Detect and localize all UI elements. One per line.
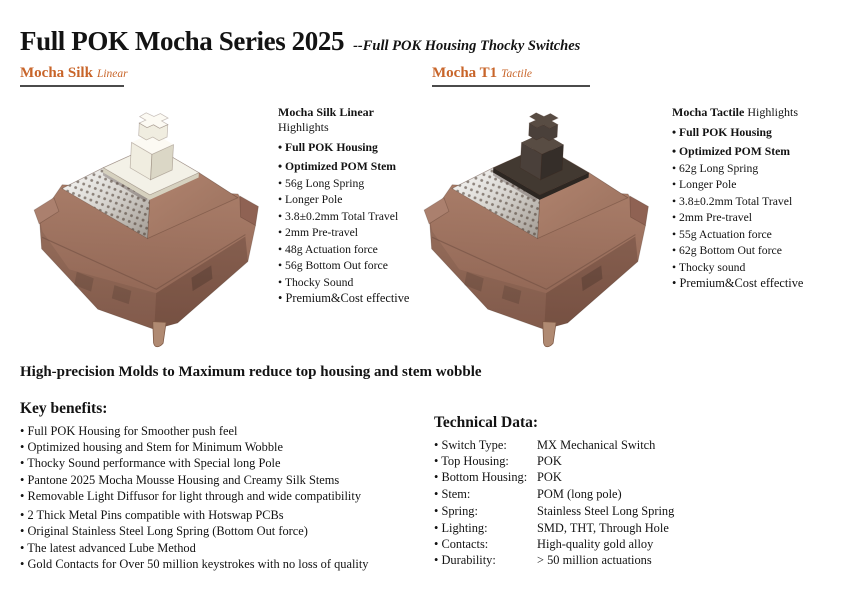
product-label-mocha-t1 [432,64,590,87]
highlight-item: • 56g Bottom Out force [278,260,420,272]
technical-data-section [434,414,834,570]
highlight-item: • Premium&Cost effective [672,278,852,290]
highlight-item: • Longer Pole [278,194,420,206]
key-benefits-list [20,425,420,570]
tech-label: • Switch Type: [434,439,537,452]
highlight-item: • 2mm Pre-travel [278,227,420,239]
highlights-title-bold: Mocha Silk Linear [278,105,375,119]
key-benefits-section [20,400,420,574]
tech-label: • Durability: [434,554,537,567]
highlight-item: • Optimized POM Stem [672,146,852,158]
switch-render-svg [20,86,278,350]
benefit-item: • Gold Contacts for Over 50 million keystrokes with no loss of quality [20,558,420,571]
tech-value: Stainless Steel Long Spring [537,503,675,518]
highlights-title-bold: Mocha Tactile [672,105,745,119]
technical-data-rows [434,439,834,567]
highlight-item: • Optimized POM Stem [278,161,420,173]
highlight-item: • 48g Actuation force [278,244,420,256]
tech-label: • Spring: [434,505,537,518]
page-subtitle: --Full POK Housing Thocky Switches [353,38,581,54]
highlight-item: • 55g Actuation force [672,229,852,241]
product-variant: Linear [96,68,128,80]
tech-value: POK [537,470,562,485]
tech-label: • Contacts: [434,538,537,551]
highlights-mocha-t1 [672,105,852,295]
highlight-item: • Thocky Sound [278,277,420,289]
highlight-item: • 2mm Pre-travel [672,212,852,224]
switch-pin [151,322,166,348]
tech-row [434,455,834,468]
switch-photo-mocha-t1 [410,86,668,350]
benefit-item: • Optimized housing and Stem for Minimum Wobble [20,441,420,454]
key-benefits-title: Key benefits: [20,400,108,417]
highlights-list [278,142,420,305]
tech-row [434,471,834,484]
tech-row [434,538,834,551]
tech-value: SMD, THT, Through Hole [537,520,669,535]
tech-value: POM (long pole) [537,487,622,502]
tech-row [434,439,834,452]
product-name: Mocha T1 [432,65,498,81]
highlight-item: • Premium&Cost effective [278,293,420,305]
page-title: Full POK Mocha Series 2025 [20,26,345,56]
highlights-title-suffix: Highlights [744,105,798,119]
stem [130,112,176,181]
tech-label: • Bottom Housing: [434,471,537,484]
benefit-item: • Thocky Sound performance with Special long Pole [20,457,420,470]
benefit-item: • Pantone 2025 Mocha Mousse Housing and Creamy Silk Stems [20,474,420,487]
tech-label: • Lighting: [434,522,537,535]
technical-data-title: Technical Data: [434,414,539,431]
switch-photo-mocha-silk [20,86,278,350]
tech-value: > 50 million actuations [537,553,652,568]
tech-row [434,554,834,567]
tech-row [434,505,834,518]
highlight-item: • 56g Long Spring [278,178,420,190]
benefit-item: • 2 Thick Metal Pins compatible with Hotswap PCBs [20,509,420,522]
tech-value: High-quality gold alloy [537,536,654,551]
highlights-mocha-silk [278,105,420,310]
highlights-title [278,105,420,135]
highlight-item: • 62g Long Spring [672,163,852,175]
tech-label: • Stem: [434,488,537,501]
product-variant: Tactile [501,68,533,80]
benefit-item: • Removable Light Diffusor for light through and wide compatibility [20,490,420,503]
highlight-item: • Full POK Housing [278,142,420,154]
tech-row [434,488,834,501]
tech-row [434,522,834,535]
product-name: Mocha Silk [20,65,93,81]
tech-value: MX Mechanical Switch [537,438,656,452]
highlight-item: • 3.8±0.2mm Total Travel [278,211,420,223]
benefit-item: • Original Stainless Steel Long Spring (Bottom Out force) [20,525,420,538]
switch-pin [541,322,556,348]
highlight-item: • 62g Bottom Out force [672,245,852,257]
header [20,26,580,57]
benefit-item: • Full POK Housing for Smoother push feel [20,425,420,438]
tech-value: POK [537,454,562,469]
highlights-list [672,127,852,290]
highlight-item: • Longer Pole [672,179,852,191]
benefit-item: • The latest advanced Lube Method [20,542,420,555]
highlight-item: • Thocky sound [672,262,852,274]
tech-label: • Top Housing: [434,455,537,468]
highlights-title-suffix: Highlights [278,120,329,134]
switch-render-svg [410,86,668,350]
precision-heading: High-precision Molds to Maximum reduce top housing and stem wobble [20,364,482,380]
highlights-title [672,105,852,120]
highlight-item: • 3.8±0.2mm Total Travel [672,196,852,208]
stem [520,112,566,181]
highlight-item: • Full POK Housing [672,127,852,139]
product-label-mocha-silk [20,64,128,87]
